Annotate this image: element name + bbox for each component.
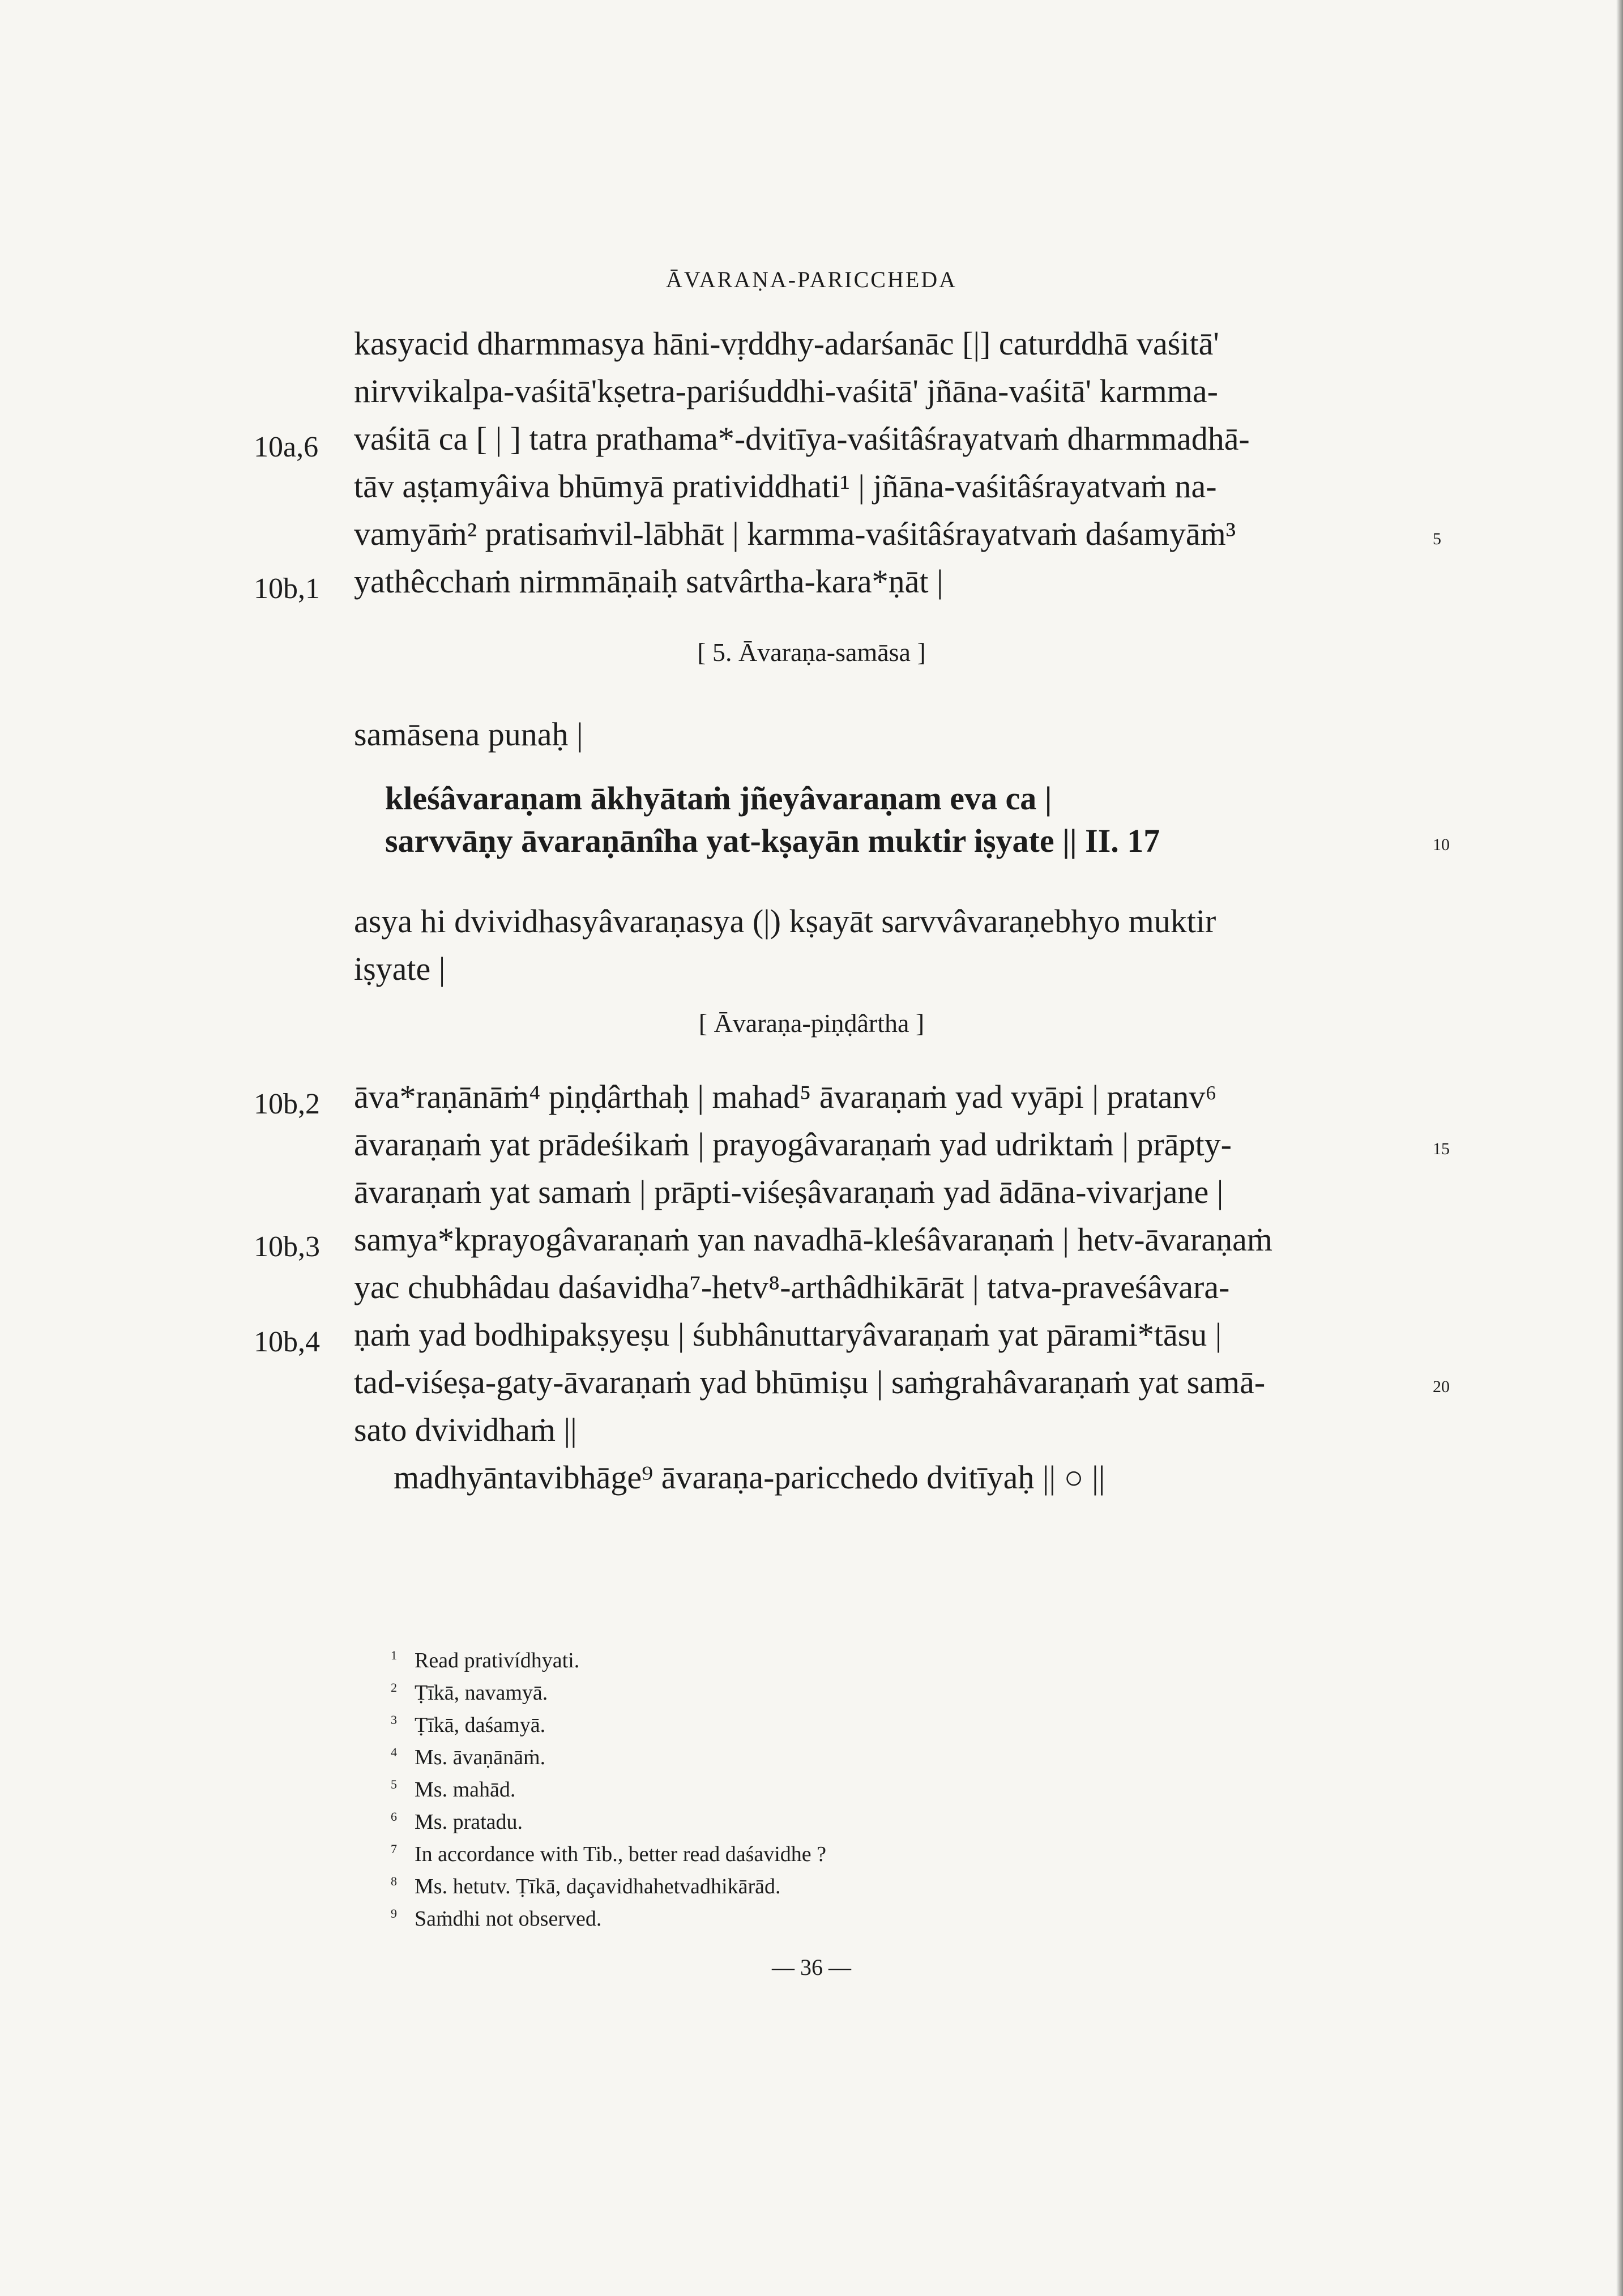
- footnote-text: Ṭīkā, navamyā.: [415, 1681, 548, 1705]
- footnote-text: Ms. āvaṇānāṁ.: [415, 1746, 546, 1769]
- footnote-number: 5: [391, 1777, 397, 1792]
- footnote: [391, 1648, 579, 1673]
- text-line: āvaraṇaṁ yat samaṁ | prāpti-viśeṣâvaraṇaṁ yad ādāna-vivarjane |: [354, 1173, 1224, 1210]
- line-number: 5: [1433, 530, 1441, 548]
- manuscript-ref: 10b,3: [254, 1231, 320, 1263]
- text-line: iṣyate |: [354, 950, 446, 987]
- text-line: tad-viśeṣa-gaty-āvaraṇaṁ yad bhūmiṣu | saṁgrahâvaraṇaṁ yat samā-: [354, 1364, 1266, 1401]
- footnote: [391, 1713, 545, 1738]
- footnote-number: 3: [391, 1713, 397, 1727]
- footnote-text: Ms. hetutv. Ṭīkā, daçavidhahetvadhikārād.: [415, 1875, 781, 1898]
- text-line: yac chubhâdau daśavidha⁷-hetv⁸-arthâdhikārāt | tatva-praveśâvara-: [354, 1269, 1230, 1305]
- footnote: [391, 1810, 523, 1834]
- line-number: 10: [1433, 835, 1450, 854]
- page-edge-shadow: [1616, 0, 1623, 2296]
- footnote: [391, 1842, 826, 1867]
- footnote-text: Ms. mahād.: [415, 1778, 516, 1802]
- footnote-number: 1: [391, 1648, 397, 1663]
- footnote: [391, 1874, 780, 1899]
- text-line: tāv aṣṭamyâiva bhūmyā pratividdhati¹ | jñāna-vaśitâśrayatvaṁ na-: [354, 468, 1217, 505]
- text-line: asya hi dvividhasyâvaraṇasya (|) kṣayāt sarvvâvaraṇebhyo muktir: [354, 903, 1216, 940]
- line-number: 15: [1433, 1140, 1450, 1158]
- manuscript-ref: 10b,2: [254, 1088, 320, 1120]
- section-heading: [ Āvaraṇa-piṇḍârtha ]: [698, 1009, 925, 1038]
- footnote-number: 6: [391, 1810, 397, 1824]
- footnote-number: 2: [391, 1680, 397, 1695]
- verse-line: kleśâvaraṇam ākhyātaṁ jñeyâvaraṇam eva ca |: [385, 780, 1052, 817]
- footnote-text: In accordance with Tib., better read daśavidhe ?: [415, 1842, 827, 1866]
- text-line: yathêcchaṁ nirmmāṇaiḥ satvârtha-kara*ṇāt |: [354, 563, 943, 600]
- text-line: samāsena punaḥ |: [354, 716, 583, 753]
- text-line: nirvvikalpa-vaśitā'kṣetra-pariśuddhi-vaśitā' jñāna-vaśitā' karmma-: [354, 373, 1218, 409]
- text-line: sato dvividhaṁ ||: [354, 1411, 577, 1448]
- text-line: āvaraṇaṁ yat prādeśikaṁ | prayogâvaraṇaṁ yad udriktaṁ | prāpty-: [354, 1126, 1232, 1163]
- footnote-text: Read prativídhyati.: [415, 1649, 580, 1672]
- line-number: 20: [1433, 1377, 1450, 1396]
- footnote-number: 7: [391, 1842, 397, 1857]
- manuscript-ref: 10b,4: [254, 1326, 320, 1358]
- text-line: samya*kprayogâvaraṇaṁ yan navadhā-kleśâvaraṇaṁ | hetv-āvaraṇaṁ: [354, 1221, 1272, 1258]
- footnote: [391, 1745, 545, 1770]
- footnote-text: Ms. pratadu.: [415, 1810, 523, 1834]
- footnote-number: 8: [391, 1874, 397, 1889]
- text-line: āva*raṇānāṁ⁴ piṇḍârthaḥ | mahad⁵ āvaraṇaṁ yad vyāpi | pratanv⁶: [354, 1078, 1217, 1115]
- text-line: vaśitā ca [ | ] tatra prathama*-dvitīya-vaśitâśrayatvaṁ dharmmadhā-: [354, 420, 1250, 457]
- footnote-text: Ṭīkā, daśamyā.: [415, 1713, 546, 1737]
- text-line: vamyāṁ² pratisaṁvil-lābhāt | karmma-vaśitâśrayatvaṁ daśamyāṁ³: [354, 515, 1236, 552]
- running-header: ĀVARAṆA-PARICCHEDA: [665, 267, 958, 292]
- colophon: madhyāntavibhāge⁹ āvaraṇa-paricchedo dvitīyaḥ || ○ ||: [394, 1459, 1105, 1496]
- page-number: — 36 —: [772, 1954, 851, 1980]
- manuscript-ref: 10b,1: [254, 573, 320, 605]
- section-heading: [ 5. Āvaraṇa-samāsa ]: [697, 638, 926, 667]
- footnote: [391, 1680, 548, 1705]
- manuscript-ref: 10a,6: [254, 431, 319, 463]
- footnote-number: 4: [391, 1745, 397, 1760]
- footnote-number: 9: [391, 1906, 397, 1921]
- footnote: [391, 1906, 601, 1931]
- text-line: ṇaṁ yad bodhipakṣyeṣu | śubhânuttaryâvaraṇaṁ yat pārami*tāsu |: [354, 1316, 1222, 1353]
- text-line: kasyacid dharmmasya hāni-vṛddhy-adarśanāc [|] caturddhā vaśitā': [354, 325, 1219, 362]
- verse-line: sarvvāṇy āvaraṇānîha yat-kṣayān muktir iṣyate || II. 17: [385, 822, 1160, 859]
- footnote-text: Saṁdhi not observed.: [415, 1907, 602, 1931]
- footnote: [391, 1777, 515, 1802]
